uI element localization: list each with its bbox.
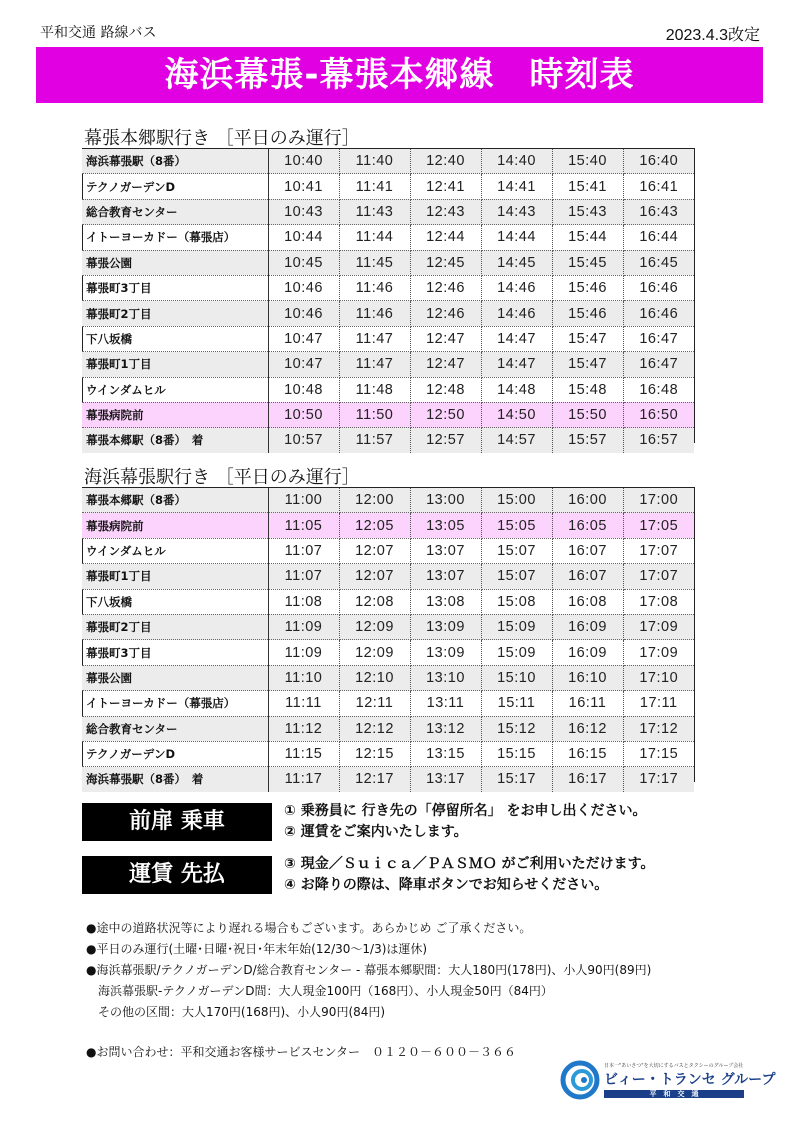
table-row xyxy=(82,225,694,250)
fare-line2: ④ お降りの際は、降車ボタンでお知らせください。 xyxy=(284,877,609,893)
note-fare-other: その他の区間：大人170円(168円)、小人90円(84円) xyxy=(86,1005,386,1019)
table-row xyxy=(82,402,694,427)
departure-time: 16:47 xyxy=(623,326,694,351)
departure-time: 12:46 xyxy=(410,301,481,326)
departure-time: 12:48 xyxy=(410,377,481,402)
departure-time: 16:05 xyxy=(552,513,623,538)
departure-time: 12:11 xyxy=(339,691,410,716)
table-row xyxy=(82,352,694,377)
departure-time: 16:57 xyxy=(623,428,694,453)
stop-name: 幕張公園 xyxy=(82,250,268,275)
company-logo xyxy=(560,1060,776,1100)
stop-name: 下八坂橋 xyxy=(82,589,268,614)
departure-time: 16:08 xyxy=(552,589,623,614)
departure-time: 14:57 xyxy=(481,428,552,453)
departure-time: 12:09 xyxy=(339,640,410,665)
table-row xyxy=(82,665,694,690)
departure-time: 11:45 xyxy=(339,250,410,275)
stop-name: 幕張本郷駅（8番） 着 xyxy=(82,428,268,453)
stop-name: 総合教育センター xyxy=(82,716,268,741)
departure-time: 11:47 xyxy=(339,326,410,351)
departure-time: 11:46 xyxy=(339,301,410,326)
table-row xyxy=(82,741,694,766)
fare-notice xyxy=(284,854,654,896)
departure-time: 12:46 xyxy=(410,275,481,300)
departure-time: 11:57 xyxy=(339,428,410,453)
stop-name: イトーヨーカドー（幕張店） xyxy=(82,691,268,716)
table-row xyxy=(82,275,694,300)
page-title: 海浜幕張-幕張本郷線 時刻表 xyxy=(164,55,635,95)
departure-time: 11:05 xyxy=(268,513,339,538)
departure-time: 15:17 xyxy=(481,767,552,792)
departure-time: 14:50 xyxy=(481,402,552,427)
stop-name: 幕張町1丁目 xyxy=(82,352,268,377)
departure-time: 15:50 xyxy=(552,402,623,427)
table-row xyxy=(82,488,694,513)
departure-time: 11:08 xyxy=(268,589,339,614)
boarding-line2: ② 運賃をご案内いたします。 xyxy=(284,824,468,840)
departure-time: 12:50 xyxy=(410,402,481,427)
table-row xyxy=(82,564,694,589)
boarding-line1: ① 乗務員に 行き先の「停留所名」 をお申し出ください。 xyxy=(284,803,647,819)
departure-time: 11:48 xyxy=(339,377,410,402)
departure-time: 13:07 xyxy=(410,564,481,589)
departure-time: 15:11 xyxy=(481,691,552,716)
departure-time: 17:05 xyxy=(623,513,694,538)
departure-time: 16:12 xyxy=(552,716,623,741)
timetable1-heading: 幕張本郷駅行き ［平日のみ運行］ xyxy=(84,128,360,149)
departure-time: 16:45 xyxy=(623,250,694,275)
departure-time: 13:09 xyxy=(410,640,481,665)
logo-name: ビィー・トランセ グループ xyxy=(604,1072,776,1088)
fare-label: 運賃 先払 xyxy=(82,856,272,894)
departure-time: 14:46 xyxy=(481,301,552,326)
departure-time: 13:07 xyxy=(410,538,481,563)
stop-name: テクノガーデンD xyxy=(82,741,268,766)
timetable2 xyxy=(82,488,694,792)
departure-time: 14:48 xyxy=(481,377,552,402)
departure-time: 10:48 xyxy=(268,377,339,402)
departure-time: 12:08 xyxy=(339,589,410,614)
departure-time: 11:17 xyxy=(268,767,339,792)
stop-name: 幕張公園 xyxy=(82,665,268,690)
departure-time: 15:15 xyxy=(481,741,552,766)
departure-time: 10:47 xyxy=(268,326,339,351)
departure-time: 11:11 xyxy=(268,691,339,716)
note-fare-main: ●海浜幕張駅/テクノガーデンD/総合教育センター - 幕張本郷駅間：大人180円(178円)、小人90円(89円) xyxy=(86,963,652,977)
departure-time: 12:10 xyxy=(339,665,410,690)
table-row xyxy=(82,199,694,224)
departure-time: 16:07 xyxy=(552,538,623,563)
note-weekdays: ●平日のみ運行(土曜･日曜･祝日･年末年始(12/30～1/3)は運休) xyxy=(86,942,428,956)
departure-time: 10:45 xyxy=(268,250,339,275)
departure-time: 10:40 xyxy=(268,149,339,174)
departure-time: 11:09 xyxy=(268,640,339,665)
departure-time: 16:15 xyxy=(552,741,623,766)
departure-time: 13:11 xyxy=(410,691,481,716)
table-row xyxy=(82,250,694,275)
departure-time: 13:12 xyxy=(410,716,481,741)
departure-time: 15:43 xyxy=(552,199,623,224)
timetable1 xyxy=(82,149,694,453)
departure-time: 16:07 xyxy=(552,564,623,589)
departure-time: 15:45 xyxy=(552,250,623,275)
departure-time: 12:07 xyxy=(339,564,410,589)
departure-time: 16:40 xyxy=(623,149,694,174)
table-row xyxy=(82,301,694,326)
departure-time: 16:48 xyxy=(623,377,694,402)
departure-time: 13:00 xyxy=(410,488,481,513)
departure-time: 14:47 xyxy=(481,326,552,351)
note-delay: ●途中の道路状況等により遅れる場合もございます。あらかじめ ご了承ください。 xyxy=(86,921,532,935)
departure-time: 14:40 xyxy=(481,149,552,174)
departure-time: 12:09 xyxy=(339,614,410,639)
departure-time: 13:09 xyxy=(410,614,481,639)
stop-name: 総合教育センター xyxy=(82,199,268,224)
departure-time: 10:43 xyxy=(268,199,339,224)
departure-time: 14:45 xyxy=(481,250,552,275)
departure-time: 12:57 xyxy=(410,428,481,453)
departure-time: 10:47 xyxy=(268,352,339,377)
stop-name: 幕張本郷駅（8番） xyxy=(82,488,268,513)
departure-time: 15:46 xyxy=(552,301,623,326)
departure-time: 17:11 xyxy=(623,691,694,716)
departure-time: 12:00 xyxy=(339,488,410,513)
stop-name: 幕張町2丁目 xyxy=(82,301,268,326)
departure-time: 17:17 xyxy=(623,767,694,792)
contact-info: ●お問い合わせ：平和交通お客様サービスセンター ０１２０－６００－３６６ xyxy=(86,1045,516,1059)
departure-time: 15:44 xyxy=(552,225,623,250)
departure-time: 10:46 xyxy=(268,275,339,300)
departure-time: 14:44 xyxy=(481,225,552,250)
fare-line1: ③ 現金／Ｓｕｉｃａ／ＰＡＳＭＯ がご利用いただけます。 xyxy=(284,856,655,872)
departure-time: 15:00 xyxy=(481,488,552,513)
table-row xyxy=(82,767,694,792)
departure-time: 13:08 xyxy=(410,589,481,614)
departure-time: 16:09 xyxy=(552,614,623,639)
departure-time: 12:07 xyxy=(339,538,410,563)
departure-time: 17:07 xyxy=(623,538,694,563)
departure-time: 11:50 xyxy=(339,402,410,427)
stop-name: 幕張病院前 xyxy=(82,513,268,538)
table-row xyxy=(82,513,694,538)
departure-time: 16:50 xyxy=(623,402,694,427)
table-row xyxy=(82,377,694,402)
departure-time: 12:47 xyxy=(410,326,481,351)
stop-name: イトーヨーカドー（幕張店） xyxy=(82,225,268,250)
departure-time: 17:09 xyxy=(623,640,694,665)
stop-name: 下八坂橋 xyxy=(82,326,268,351)
departure-time: 13:10 xyxy=(410,665,481,690)
stop-name: 海浜幕張駅（8番） xyxy=(82,149,268,174)
departure-time: 17:09 xyxy=(623,614,694,639)
departure-time: 16:46 xyxy=(623,275,694,300)
departure-time: 16:17 xyxy=(552,767,623,792)
departure-time: 15:46 xyxy=(552,275,623,300)
departure-time: 11:44 xyxy=(339,225,410,250)
boarding-label: 前扉 乗車 xyxy=(82,803,272,841)
departure-time: 10:57 xyxy=(268,428,339,453)
stop-name: 幕張町2丁目 xyxy=(82,614,268,639)
departure-time: 16:11 xyxy=(552,691,623,716)
departure-time: 15:47 xyxy=(552,352,623,377)
departure-time: 12:41 xyxy=(410,174,481,199)
departure-time: 15:47 xyxy=(552,326,623,351)
departure-time: 11:41 xyxy=(339,174,410,199)
table-row xyxy=(82,640,694,665)
timetable2-heading: 海浜幕張駅行き ［平日のみ運行］ xyxy=(84,467,360,488)
logo-tagline: 日本一"あいさつ"を大切にするバスとタクシーのグループ会社 xyxy=(604,1063,744,1069)
table-row xyxy=(82,326,694,351)
departure-time: 15:09 xyxy=(481,640,552,665)
departure-time: 15:05 xyxy=(481,513,552,538)
departure-time: 15:08 xyxy=(481,589,552,614)
departure-time: 15:10 xyxy=(481,665,552,690)
departure-time: 14:41 xyxy=(481,174,552,199)
departure-time: 16:43 xyxy=(623,199,694,224)
departure-time: 12:12 xyxy=(339,716,410,741)
departure-time: 12:17 xyxy=(339,767,410,792)
departure-time: 16:41 xyxy=(623,174,694,199)
departure-time: 17:15 xyxy=(623,741,694,766)
departure-time: 11:15 xyxy=(268,741,339,766)
boarding-notice xyxy=(284,801,646,843)
departure-time: 10:46 xyxy=(268,301,339,326)
table-row xyxy=(82,149,694,174)
departure-time: 14:46 xyxy=(481,275,552,300)
departure-time: 12:45 xyxy=(410,250,481,275)
departure-time: 11:40 xyxy=(339,149,410,174)
revision-date: 2023.4.3改定 xyxy=(665,27,760,44)
stop-name: 幕張町1丁目 xyxy=(82,564,268,589)
departure-time: 13:17 xyxy=(410,767,481,792)
departure-time: 11:00 xyxy=(268,488,339,513)
departure-time: 11:12 xyxy=(268,716,339,741)
stop-name: 幕張病院前 xyxy=(82,402,268,427)
departure-time: 14:43 xyxy=(481,199,552,224)
departure-time: 17:07 xyxy=(623,564,694,589)
departure-time: 13:05 xyxy=(410,513,481,538)
departure-time: 15:07 xyxy=(481,538,552,563)
departure-time: 12:40 xyxy=(410,149,481,174)
stop-name: ウインダムヒル xyxy=(82,538,268,563)
table-row xyxy=(82,589,694,614)
departure-time: 11:47 xyxy=(339,352,410,377)
departure-time: 11:09 xyxy=(268,614,339,639)
departure-time: 12:43 xyxy=(410,199,481,224)
departure-time: 16:46 xyxy=(623,301,694,326)
departure-time: 15:12 xyxy=(481,716,552,741)
departure-time: 15:09 xyxy=(481,614,552,639)
table-row xyxy=(82,614,694,639)
logo-sub: 平 和 交 通 xyxy=(649,1090,699,1098)
departure-time: 16:09 xyxy=(552,640,623,665)
departure-time: 15:40 xyxy=(552,149,623,174)
departure-time: 10:50 xyxy=(268,402,339,427)
departure-time: 15:07 xyxy=(481,564,552,589)
departure-time: 17:10 xyxy=(623,665,694,690)
departure-time: 12:47 xyxy=(410,352,481,377)
departure-time: 15:57 xyxy=(552,428,623,453)
departure-time: 17:00 xyxy=(623,488,694,513)
departure-time: 12:15 xyxy=(339,741,410,766)
stop-name: ウインダムヒル xyxy=(82,377,268,402)
departure-time: 13:15 xyxy=(410,741,481,766)
departure-time: 17:08 xyxy=(623,589,694,614)
stop-name: 幕張町3丁目 xyxy=(82,275,268,300)
departure-time: 16:00 xyxy=(552,488,623,513)
departure-time: 15:41 xyxy=(552,174,623,199)
table-row xyxy=(82,174,694,199)
table-row xyxy=(82,716,694,741)
departure-time: 14:47 xyxy=(481,352,552,377)
departure-time: 16:10 xyxy=(552,665,623,690)
departure-time: 12:05 xyxy=(339,513,410,538)
company-label: 平和交通 路線バス xyxy=(40,25,157,41)
stop-name: 海浜幕張駅（8番） 着 xyxy=(82,767,268,792)
departure-time: 10:41 xyxy=(268,174,339,199)
table-row xyxy=(82,428,694,453)
departure-time: 12:44 xyxy=(410,225,481,250)
stop-name: 幕張町3丁目 xyxy=(82,640,268,665)
departure-time: 11:07 xyxy=(268,538,339,563)
departure-time: 16:44 xyxy=(623,225,694,250)
departure-time: 11:10 xyxy=(268,665,339,690)
departure-time: 10:44 xyxy=(268,225,339,250)
departure-time: 11:07 xyxy=(268,564,339,589)
departure-time: 15:48 xyxy=(552,377,623,402)
departure-time: 17:12 xyxy=(623,716,694,741)
stop-name: テクノガーデンD xyxy=(82,174,268,199)
departure-time: 16:47 xyxy=(623,352,694,377)
departure-time: 11:43 xyxy=(339,199,410,224)
table-row xyxy=(82,538,694,563)
departure-time: 11:46 xyxy=(339,275,410,300)
note-fare-short: 海浜幕張駅-テクノガーデンD間：大人現金100円（168円）、小人現金50円（84円） xyxy=(86,984,553,998)
table-row xyxy=(82,691,694,716)
